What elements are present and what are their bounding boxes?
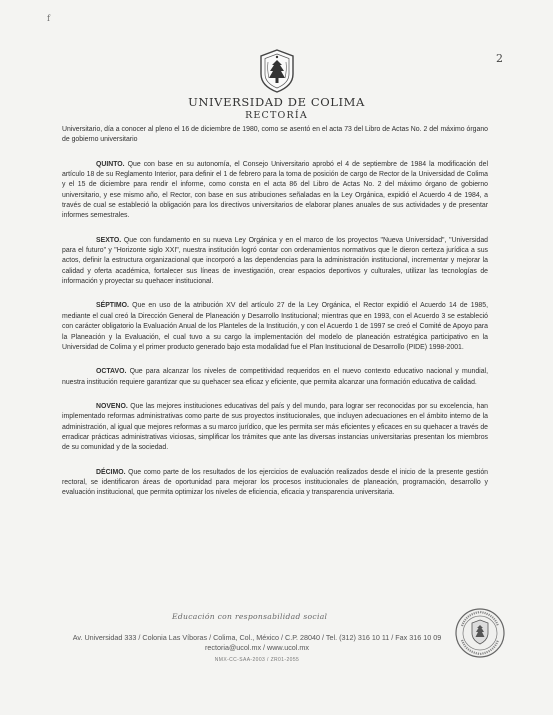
scan-mark: f bbox=[47, 14, 50, 23]
paragraph-text: Que con fundamento en su nueva Ley Orgánica y en el marco de los proyectos "Nueva Universidad", "Universidad para el futuro" y "Horizonte siglo XXI", nuestra institución logró contar con ordenamientos normativos que le dieron certeza jurídica a sus actos, definir la estructura organizacional que incorporó a las dependencias para la administración institucional, incrementar y mejorar la calidad y oferta académica, fortalecer sus líneas de investigación, crear espacios deportivos y culturales, utilizar las tecnologías de información y proyectar su quehacer institucional. bbox=[62, 236, 488, 286]
paragraph-quinto bbox=[62, 160, 488, 222]
paragraph-septimo bbox=[62, 301, 488, 353]
paragraph-text: Que con base en su autonomía, el Consejo Universitario aprobó el 4 de septiembre de 1984 la modificación del artículo 18 de su Reglamento Interior, para definir el 1 de febrero para la toma de posición de cargo de Rector de la Universidad de Colima y el 15 de diciembre para rendir el informe, como consta en el acta 86 del Libro de Actas No. 2 del máximo órgano de gobierno universitario, y ese mismo año, el Rector, con base en sus atribuciones señaladas en la Ley Orgánica, expidió el Acuerdo 4 de 1984, a través de cual se estableció la obligación para los directivos universitarios de elaborar planes anuales de sus actividades y de presentar informes semestrales. bbox=[62, 160, 488, 220]
footer-certification: NMX-CC-SAA-2003 / ZR01-2055 bbox=[214, 657, 300, 663]
paragraph-text: Que como parte de los resultados de los ejercicios de evaluación realizados desde el inicio de la presente gestión rectoral, se identificaron áreas de oportunidad para mejorar los procesos institucionales de planeación, programación, desarrollo y evaluación institucional, que permita optimizar los niveles de eficiencia, eficacia y transparencia universitaria. bbox=[62, 468, 488, 497]
paragraph-intro bbox=[62, 125, 488, 146]
paragraph-noveno bbox=[62, 402, 488, 454]
footer-motto: Educación con responsabilidad social bbox=[172, 612, 328, 621]
paragraph-heading: NOVENO. bbox=[96, 402, 128, 410]
paragraph-heading: SÉPTIMO. bbox=[96, 302, 129, 310]
footer-email: rectoria@ucol.mx / www.ucol.mx bbox=[205, 643, 309, 652]
document-body bbox=[62, 125, 488, 513]
page-number: 2 bbox=[496, 52, 503, 65]
paragraph-heading: OCTAVO. bbox=[96, 368, 127, 376]
paragraph-text: Que las mejores instituciones educativas del país y del mundo, para lograr ser reconocidas por su excelencia, han implementado reformas administrativas como parte de sus proyectos institucionales, que incluyen adecuaciones en el ámbito interno de la administración, al igual que mejores reformas a su marco jurídico, que les permita ser más eficientes y eficaces en su quehacer a través de erradicar prácticas administrativas viciosas, simplificar los trámites que ante las diversas instancias universitarias presentan los miembros de su comunidad y de la sociedad. bbox=[62, 402, 488, 452]
paragraph-heading: DÉCIMO. bbox=[96, 468, 126, 476]
university-seal-icon bbox=[257, 48, 297, 94]
footer-address: Av. Universidad 333 / Colonia Las Víboras / Colima, Col., México / C.P. 28040 / Tel. (312) 316 10 11 / Fax 316 10 09 bbox=[72, 633, 442, 642]
paragraph-heading: SEXTO. bbox=[96, 236, 122, 244]
rectoria-seal-icon bbox=[454, 606, 506, 660]
department-name: RECTORÍA bbox=[245, 110, 308, 121]
paragraph-sexto bbox=[62, 236, 488, 288]
paragraph-text: Que para alcanzar los niveles de competitividad requeridos en el nuevo contexto educativo nacional y mundial, nuestra institución requiere garantizar que su quehacer sea eficaz y eficiente, que permita alcanzar una formación educativa de calidad. bbox=[62, 368, 488, 386]
paragraph-heading: QUINTO. bbox=[96, 160, 125, 168]
paragraph-text: Que en uso de la atribución XV del artículo 27 de la Ley Orgánica, el Rector expidió el Acuerdo 14 de 1985, mediante el cual creó la Dirección General de Planeación y Desarrollo Institucional; mientras que en 1993, con el Acuerdo 3 se estableció con carácter obligatorio la Evaluación Anual de los Planteles de la Institución, y con el Acuerdo 1 de 1997 se creó el Comité de Apoyo para la Planeación y la Evaluación, el cual tuvo a su cargo la implementación del modelo de planeación estratégica participativo en la Universidad de Colima y el primer producto generado bajo esta modalidad fue el Plan Institucional de Desarrollo (PIDE) 1998-2001. bbox=[62, 302, 488, 351]
paragraph-decimo bbox=[62, 468, 488, 499]
paragraph-octavo bbox=[62, 367, 488, 388]
university-name: UNIVERSIDAD DE COLIMA bbox=[188, 95, 365, 109]
paragraph-text: Universitario, día a conocer al pleno el 16 de diciembre de 1980, como se asentó en el acta 73 del Libro de Actas No. 2 del máximo órgano de gobierno universitario bbox=[62, 126, 488, 144]
